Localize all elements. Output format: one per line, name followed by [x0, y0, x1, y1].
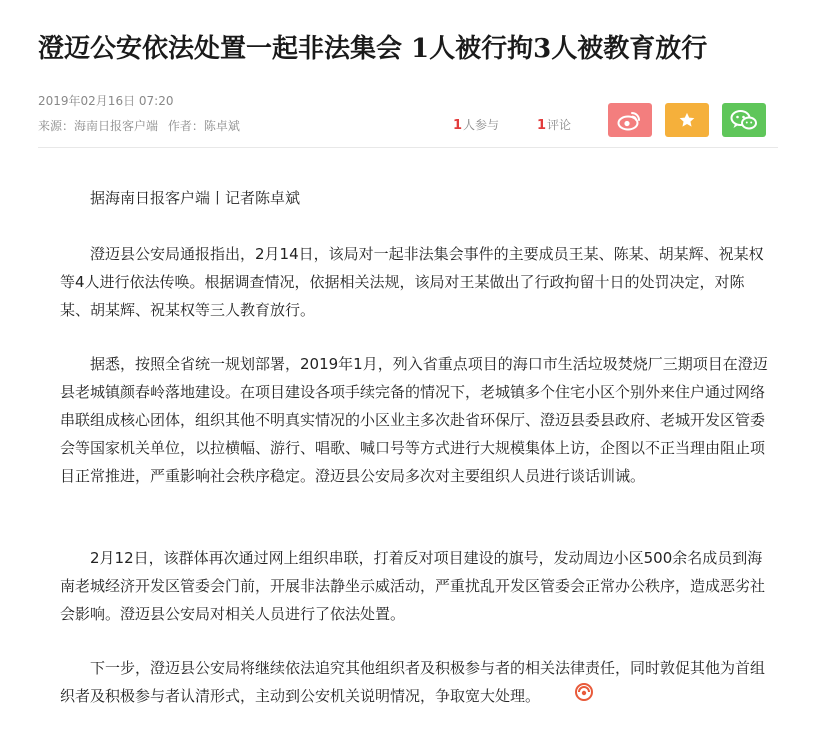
- article-paragraph-byline: 据海南日报客户端丨记者陈卓斌: [90, 189, 301, 207]
- star-icon: [678, 111, 696, 129]
- comments-stat[interactable]: [537, 116, 571, 133]
- source-line: [38, 117, 246, 134]
- participants-stat[interactable]: [453, 116, 499, 133]
- comments-label: 评论: [547, 118, 572, 132]
- header-divider: [38, 147, 778, 148]
- publish-date: 2019年02月16日 07:20: [38, 94, 174, 108]
- participants-count: 1: [453, 118, 463, 133]
- source-label[interactable]: 来源：海南日报客户端: [38, 119, 159, 133]
- article-paragraph: 澄迈县公安局通报指出，2月14日，该局对一起非法集会事件的主要成员王某、陈某、胡某辉、祝某权等4人进行依法传唤。根据调查情况，依据相关法规，该局对王某做出了行政拘留十日的处罚决定，对陈某、胡某辉、祝某权等三人教育放行。: [60, 245, 764, 319]
- end-logo-icon: [544, 682, 594, 711]
- article-paragraph-last: [60, 654, 772, 711]
- article-paragraph-text: 下一步，澄迈县公安局将继续依法追究其他组织者及积极参与者的相关法律责任，同时敦促其他为首组织者及积极参与者认清形式，主动到公安机关说明情况，争取宽大处理。: [60, 659, 766, 705]
- favorite-star-button[interactable]: [665, 103, 709, 137]
- share-weibo-button[interactable]: [608, 103, 652, 137]
- article-paragraph: 2月12日，该群体再次通过网上组织串联，打着反对项目建设的旗号，发动周边小区500余名成员到海南老城经济开发区管委会门前，开展非法静坐示威活动，严重扰乱开发区管委会正常办公秩序，造成恶劣社会影响。澄迈县公安局对相关人员进行了依法处置。: [60, 549, 766, 623]
- author-label: 作者：陈卓斌: [167, 119, 240, 133]
- article-paragraph: 据悉，按照全省统一规划部署，2019年1月，列入省重点项目的海口市生活垃圾焚烧厂三期项目在澄迈县老城镇颜春岭落地建设。在项目建设各项手续完备的情况下，老城镇多个住宅小区个别外来住户通过网络串联组成核心团体，组织其他不明真实情况的小区业主多次赴省环保厅、澄迈县委县政府、老城开发区管委会等国家机关单位，以拉横幅、游行、唱歌、喊口号等方式进行大规模集体上访，企图以不正当理由阻止项目正常推进，严重影响社会秩序稳定。澄迈县公安局多次对主要组织人员进行谈话训诫。: [60, 355, 768, 485]
- article-title: 澄迈公安依法处置一起非法集会 1人被行拘3人被教育放行: [38, 34, 708, 64]
- comments-count: 1: [537, 118, 547, 133]
- weibo-icon: [617, 109, 643, 131]
- share-wechat-button[interactable]: [722, 103, 766, 137]
- participants-label: 人参与: [463, 118, 500, 132]
- wechat-icon: [730, 109, 758, 131]
